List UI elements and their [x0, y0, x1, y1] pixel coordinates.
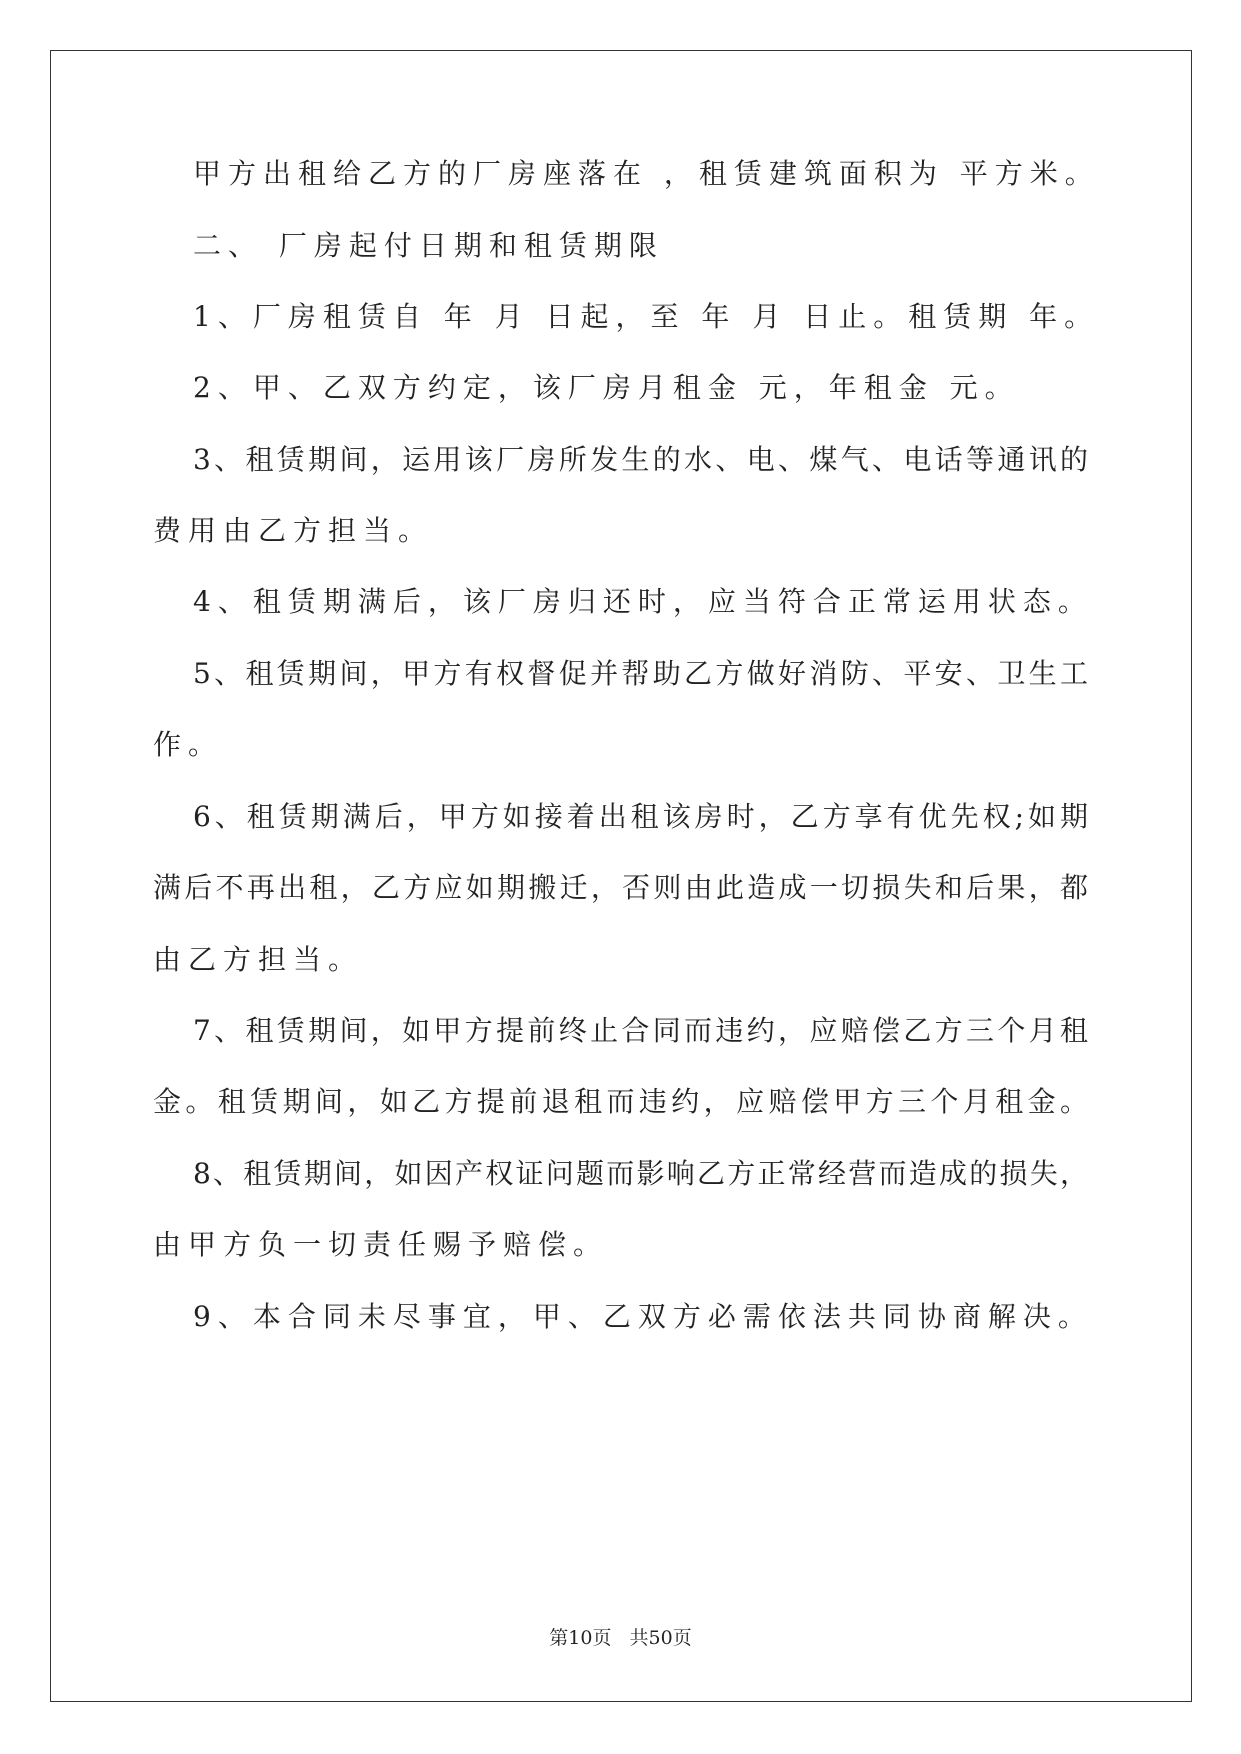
- paragraph-line: 由乙方担当。: [153, 943, 364, 976]
- paragraph-line: 4、租赁期满后，该厂房归还时，应当符合正常运用状态。: [193, 585, 1093, 618]
- paragraph-line: 费用由乙方担当。: [153, 514, 434, 547]
- paragraph-line: 3、租赁期间，运用该厂房所发生的水、电、煤气、电话等通讯的: [193, 443, 1088, 476]
- section-heading: 二、 厂房起付日期和租赁期限: [193, 229, 664, 262]
- paragraph-line: 6、租赁期满后，甲方如接着出租该房时，乙方享有优先权;如期: [193, 800, 1088, 833]
- paragraph-line: 7、租赁期间，如甲方提前终止合同而违约，应赔偿乙方三个月租: [193, 1014, 1088, 1047]
- paragraph-line: 由甲方负一切责任赐予赔偿。: [153, 1228, 609, 1261]
- paragraph-line: 9、本合同未尽事宜，甲、乙双方必需依法共同协商解决。: [193, 1300, 1093, 1333]
- paragraph-line: 作。: [153, 728, 224, 761]
- paragraph-line: 满后不再出租，乙方应如期搬迁，否则由此造成一切损失和后果，都: [153, 871, 1088, 904]
- paragraph-line: 1、厂房租赁自 年 月 日起，至 年 月 日止。租赁期 年。: [193, 300, 1100, 333]
- paragraph-line: 8、租赁期间，如因产权证问题而影响乙方正常经营而造成的损失，: [193, 1157, 1088, 1190]
- page-total: 共50页: [629, 1627, 692, 1649]
- paragraph-line: 5、租赁期间，甲方有权督促并帮助乙方做好消防、平安、卫生工: [193, 657, 1088, 690]
- paragraph-line: 甲方出租给乙方的厂房座落在 ，租赁建筑面积为 平方米。: [193, 157, 1100, 190]
- paragraph-line: 2、甲、乙双方约定，该厂房月租金 元，年租金 元。: [193, 371, 1020, 404]
- paragraph-line: 金。租赁期间，如乙方提前退租而违约，应赔偿甲方三个月租金。: [153, 1085, 1088, 1118]
- page-number: 第10页: [549, 1627, 612, 1649]
- page-footer: [0, 1626, 1241, 1650]
